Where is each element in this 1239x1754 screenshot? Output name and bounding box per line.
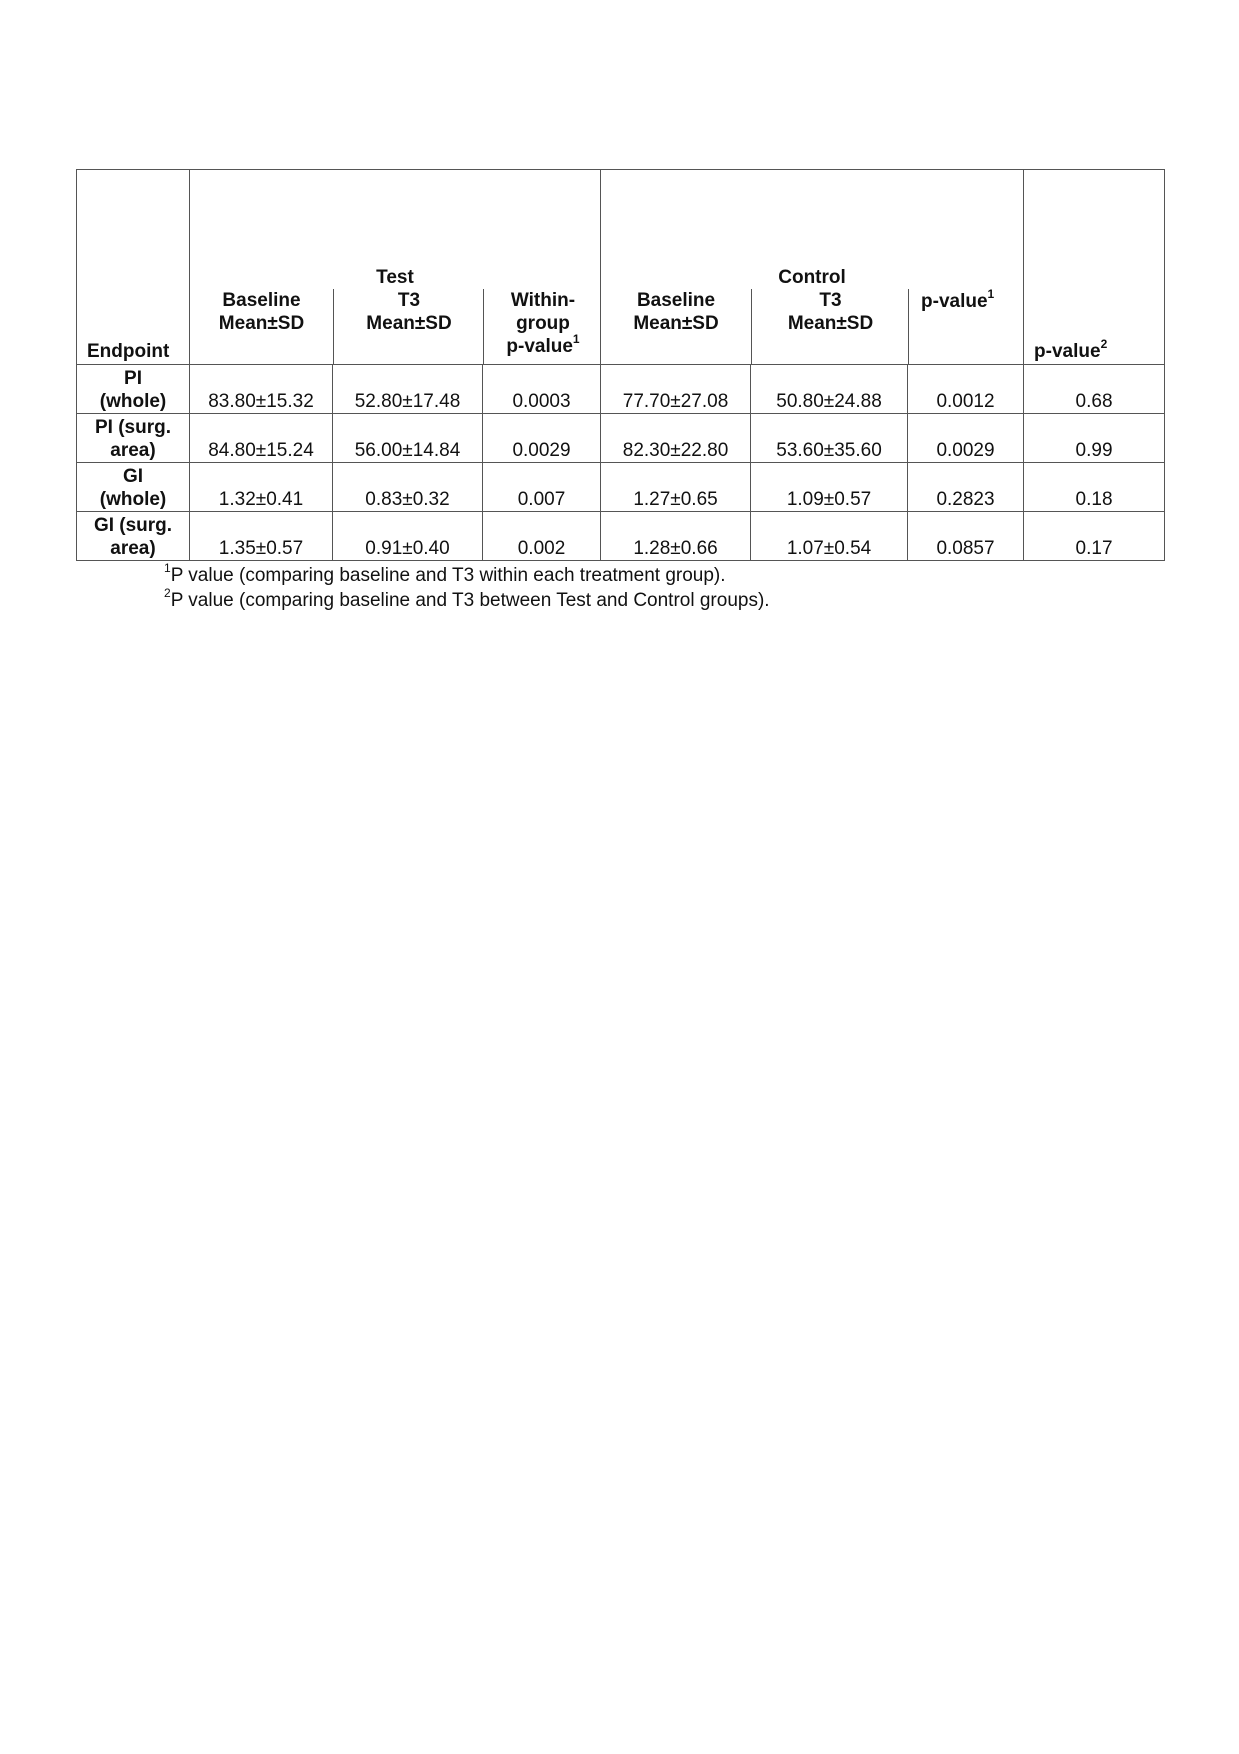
control-baseline-cell: 1.27±0.65 <box>601 463 751 512</box>
header-line: group <box>516 313 570 334</box>
control-pvalue-cell: 0.0857 <box>908 512 1024 561</box>
header-line: Baseline <box>222 290 301 311</box>
table-row <box>77 414 1165 463</box>
test-t3-header <box>333 289 484 364</box>
control-pvalue-header <box>908 286 1025 364</box>
control-pvalue-cell: 0.2823 <box>908 463 1024 512</box>
header-line: T3 <box>819 290 842 311</box>
table-row <box>77 463 1165 512</box>
footnote-marker: 2 <box>1100 336 1108 351</box>
endpoint-cell <box>77 463 190 512</box>
header-line: Mean±SD <box>633 313 719 334</box>
footnote-marker: 1 <box>164 560 171 575</box>
control-baseline-header <box>601 289 751 364</box>
endpoint-cell <box>77 512 190 561</box>
test-pvalue-cell: 0.0003 <box>483 365 601 414</box>
control-t3-cell: 1.09±0.57 <box>751 463 908 512</box>
endpoint-line: (whole) <box>99 391 167 412</box>
between-pvalue-cell: 0.99 <box>1024 414 1165 463</box>
endpoint-header-cell <box>77 170 190 365</box>
footnotes <box>164 560 1164 613</box>
endpoint-line: area) <box>110 440 156 461</box>
table-header-row <box>77 170 1165 365</box>
header-line: Mean±SD <box>787 313 874 334</box>
between-pvalue-cell: 0.68 <box>1024 365 1165 414</box>
footnote <box>164 585 1164 613</box>
control-pvalue-cell: 0.0012 <box>908 365 1024 414</box>
between-pvalue-label <box>1034 336 1108 363</box>
test-pvalue-cell: 0.0029 <box>483 414 601 463</box>
endpoint-line: GI (surg. <box>93 515 173 536</box>
test-t3-cell: 52.80±17.48 <box>333 365 483 414</box>
control-t3-cell: 50.80±24.88 <box>751 365 908 414</box>
header-line: Mean±SD <box>218 313 305 334</box>
test-baseline-cell: 1.35±0.57 <box>190 512 333 561</box>
between-pvalue-cell: 0.17 <box>1024 512 1165 561</box>
between-pvalue-text: p-value <box>1034 341 1101 362</box>
control-t3-cell: 1.07±0.54 <box>751 512 908 561</box>
test-group-title: Test <box>376 267 414 288</box>
footnote-marker: 1 <box>572 331 580 346</box>
test-pvalue-cell: 0.007 <box>483 463 601 512</box>
test-t3-cell: 0.91±0.40 <box>333 512 483 561</box>
endpoint-line: area) <box>110 538 156 559</box>
header-line-text: p-value <box>506 336 573 357</box>
control-group-title: Control <box>778 267 846 288</box>
test-baseline-cell: 1.32±0.41 <box>190 463 333 512</box>
header-line <box>484 331 602 358</box>
control-t3-cell: 53.60±35.60 <box>751 414 908 463</box>
header-line: T3 <box>397 290 421 311</box>
between-pvalue-header-cell <box>1024 170 1165 365</box>
test-t3-cell: 0.83±0.32 <box>333 463 483 512</box>
control-group-header-cell <box>601 170 1024 365</box>
footnote-text: P value (comparing baseline and T3 within each treatment group). <box>170 565 726 586</box>
header-line: Mean±SD <box>366 313 452 334</box>
endpoint-cell <box>77 414 190 463</box>
table-row <box>77 365 1165 414</box>
endpoint-line: (whole) <box>99 489 167 510</box>
control-t3-header <box>751 289 909 364</box>
header-line: Baseline <box>636 290 716 311</box>
control-pvalue-label <box>921 286 995 313</box>
footnote-marker: 2 <box>164 585 171 600</box>
test-baseline-cell: 84.80±15.24 <box>190 414 333 463</box>
control-pvalue-text: p-value <box>921 291 988 312</box>
test-group-header-cell <box>190 170 601 365</box>
results-table <box>76 169 1165 561</box>
endpoint-line: PI <box>124 368 142 389</box>
test-baseline-header <box>190 289 333 364</box>
footnote-text: P value (comparing baseline and T3 between Test and Control groups). <box>170 590 770 611</box>
test-t3-cell: 56.00±14.84 <box>333 414 483 463</box>
footnote-marker: 1 <box>987 286 995 301</box>
control-pvalue-cell: 0.0029 <box>908 414 1024 463</box>
endpoint-cell <box>77 365 190 414</box>
test-baseline-cell: 83.80±15.32 <box>190 365 333 414</box>
footnote <box>164 560 1164 588</box>
header-line: Within- <box>510 290 576 311</box>
endpoint-header: Endpoint <box>87 341 170 362</box>
control-baseline-cell: 77.70±27.08 <box>601 365 751 414</box>
control-baseline-cell: 1.28±0.66 <box>601 512 751 561</box>
test-pvalue-cell: 0.002 <box>483 512 601 561</box>
between-pvalue-cell: 0.18 <box>1024 463 1165 512</box>
document-page <box>76 169 1164 613</box>
endpoint-line: PI (surg. <box>94 417 171 438</box>
test-within-group-header <box>483 289 602 364</box>
control-baseline-cell: 82.30±22.80 <box>601 414 751 463</box>
table-row <box>77 512 1165 561</box>
endpoint-line: GI <box>122 466 144 487</box>
